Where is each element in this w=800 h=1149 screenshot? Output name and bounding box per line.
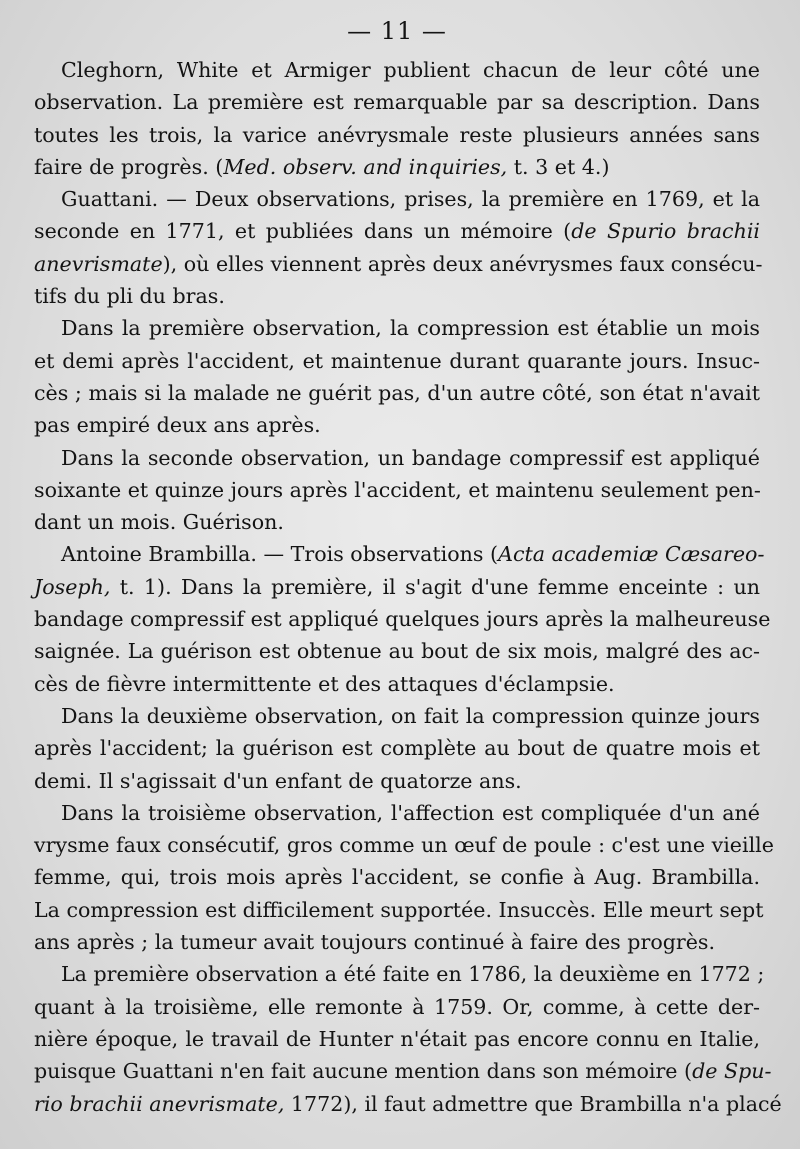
text-line bbox=[34, 151, 760, 183]
text-line bbox=[34, 1055, 772, 1087]
text-span: observation. La première est remarquable par sa description. Dans bbox=[34, 90, 760, 115]
text-line bbox=[34, 86, 760, 118]
page-number: — 11 — bbox=[347, 17, 447, 45]
italic-text: de Spu- bbox=[692, 1059, 772, 1084]
text-span: 1772), il faut admettre que Brambilla n'a placé bbox=[284, 1091, 782, 1116]
text-span: ), où elles viennent après deux anévrysmes faux consécu- bbox=[162, 251, 763, 276]
text-span: Dans la troisième observation, l'affection est compliquée d'un ané bbox=[61, 800, 760, 825]
text-line bbox=[34, 474, 760, 506]
text-span: saignée. La guérison est obtenue au bout de six mois, malgré des ac- bbox=[34, 639, 760, 664]
text-line bbox=[34, 1088, 782, 1120]
text-span: La compression est difficilement supportée. Insuccès. Elle meurt sept bbox=[34, 897, 764, 922]
text-span: faire de progrès. ( bbox=[34, 154, 224, 179]
text-line bbox=[34, 732, 760, 764]
text-line bbox=[34, 345, 760, 377]
text-line bbox=[34, 409, 760, 441]
italic-text: anevrismate bbox=[34, 251, 163, 276]
text-line bbox=[34, 700, 760, 732]
text-span: puisque Guattani n'en fait aucune mention dans son mémoire ( bbox=[34, 1059, 693, 1084]
text-span: Antoine Brambilla. — Trois observations ( bbox=[61, 542, 499, 567]
text-span: dant un mois. Guérison. bbox=[34, 510, 284, 535]
text-span: cès ; mais si la malade ne guérit pas, d'un autre côté, son état n'avait bbox=[34, 380, 760, 405]
text-line bbox=[34, 571, 760, 603]
text-line bbox=[34, 538, 765, 570]
text-line bbox=[34, 183, 760, 215]
text-span: Dans la seconde observation, un bandage compressif est appliqué bbox=[61, 445, 760, 470]
text-span: demi. Il s'agissait d'un enfant de quatorze ans. bbox=[34, 768, 522, 793]
text-span: Guattani. — Deux observations, prises, la première en 1769, et la bbox=[61, 187, 760, 212]
text-span: La première observation a été faite en 1786, la deuxième en 1772 ; bbox=[61, 962, 765, 987]
text-span: vrysme faux consécutif, gros comme un œuf de poule : c'est une vieille bbox=[34, 833, 774, 858]
text-line bbox=[34, 991, 760, 1023]
text-span: soixante et quinze jours après l'accident, et maintenu seulement pen- bbox=[34, 477, 761, 502]
text-span: ans après ; la tumeur avait toujours continué à faire des progrès. bbox=[34, 930, 716, 955]
text-span: cès de fièvre intermittente et des attaques d'éclampsie. bbox=[34, 671, 615, 696]
text-line bbox=[34, 312, 760, 344]
text-line bbox=[34, 861, 760, 893]
text-line bbox=[34, 1023, 760, 1055]
text-line bbox=[34, 215, 760, 247]
text-line bbox=[34, 635, 760, 667]
text-line bbox=[34, 894, 764, 926]
text-line bbox=[34, 54, 760, 86]
text-span: t. 3 et 4.) bbox=[507, 154, 610, 179]
text-span: bandage compressif est appliqué quelques jours après la malheureuse bbox=[34, 607, 771, 632]
text-span: seconde en 1771, et publiées dans un mémoire ( bbox=[34, 219, 572, 244]
text-line bbox=[34, 765, 760, 797]
text-span: femme, qui, trois mois après l'accident, se confie à Aug. Brambilla. bbox=[34, 865, 760, 890]
text-line bbox=[34, 280, 760, 312]
text-line bbox=[34, 797, 760, 829]
text-span: nière époque, le travail de Hunter n'était pas encore connu en Italie, bbox=[34, 1026, 760, 1051]
text-span: pas empiré deux ans après. bbox=[34, 413, 321, 438]
italic-text: Med. observ. and inquiries, bbox=[223, 154, 508, 179]
text-line bbox=[34, 829, 774, 861]
text-span: Cleghorn, White et Armiger publient chacun de leur côté une bbox=[61, 58, 760, 82]
text-line bbox=[34, 506, 760, 538]
text-line bbox=[34, 442, 760, 474]
page-text bbox=[34, 54, 782, 1120]
text-line bbox=[34, 926, 760, 958]
text-line bbox=[34, 958, 765, 990]
text-span: tifs du pli du bras. bbox=[34, 284, 225, 309]
text-span: Dans la première observation, la compression est établie un mois bbox=[61, 316, 760, 341]
text-line bbox=[34, 668, 760, 700]
text-line bbox=[34, 603, 771, 635]
text-span: quant à la troisième, elle remonte à 1759. Or, comme, à cette der- bbox=[34, 994, 760, 1019]
text-line bbox=[34, 119, 760, 151]
text-line bbox=[34, 248, 763, 280]
italic-text: Joseph, bbox=[34, 574, 111, 599]
text-span: t. 1). Dans la première, il s'agit d'une femme enceinte : un bbox=[110, 574, 760, 599]
text-span: après l'accident; la guérison est complète au bout de quatre mois et bbox=[34, 736, 760, 761]
italic-text: Acta academiæ Cæsareo- bbox=[498, 542, 765, 567]
text-line bbox=[34, 377, 760, 409]
italic-text: rio brachii anevrismate, bbox=[34, 1091, 285, 1116]
text-span: toutes les trois, la varice anévrysmale reste plusieurs années sans bbox=[34, 122, 760, 147]
text-span: Dans la deuxième observation, on fait la compression quinze jours bbox=[61, 703, 760, 728]
italic-text: de Spurio brachii bbox=[571, 219, 760, 244]
text-span: et demi après l'accident, et maintenue durant quarante jours. Insuc- bbox=[34, 348, 760, 373]
